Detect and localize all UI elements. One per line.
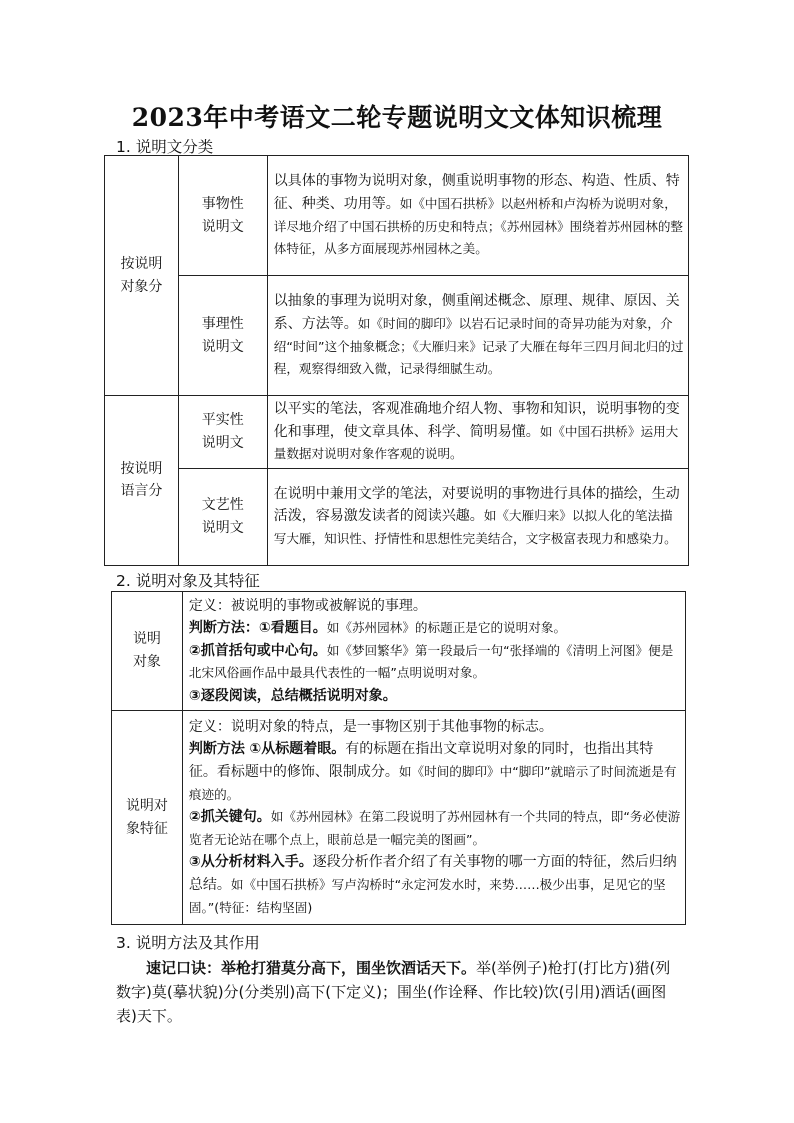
type-cell xyxy=(178,276,267,396)
section-3-heading: 3. 说明方法及其作用 xyxy=(116,934,260,952)
type-line: 说明文 xyxy=(201,519,244,536)
method-2-text: 如《苏州园林》在第二段说明了苏州园林有一个共同的特点，即“务必使游览者无论站在哪个点上，眼前总是一幅完美的图画”。 xyxy=(188,809,681,847)
category-cell xyxy=(105,156,179,396)
type-line: 事理性 xyxy=(201,315,244,332)
label-line: 象特征 xyxy=(125,820,168,837)
method-2-text: 如《梦回繁华》第一段最后一句“张择端的《清明上河图》便是北宋风俗画作品中最具代表性的一幅”点明说明对象。 xyxy=(188,642,674,681)
type-line: 平实性 xyxy=(201,412,244,429)
category-line: 语言分 xyxy=(120,483,163,500)
method-1-title: ①从标题着眼。 xyxy=(249,741,346,758)
description-cell xyxy=(267,156,688,276)
type-line: 说明文 xyxy=(201,338,244,355)
table-row xyxy=(105,276,689,396)
label-cell xyxy=(112,711,183,925)
table-row xyxy=(105,156,689,276)
method-label: 判断方法 xyxy=(188,741,245,758)
description-cell xyxy=(267,468,688,565)
classification-table xyxy=(104,155,689,566)
content-cell xyxy=(182,711,685,925)
method-line xyxy=(189,617,681,640)
method-3-title: ③逐段阅读，总结概括说明对象。 xyxy=(188,687,397,704)
method-3-title: ③从分析材料入手。 xyxy=(188,854,313,871)
description-cell xyxy=(267,396,688,469)
type-cell xyxy=(178,156,267,276)
mnemonic-explanation: 举(举例子)枪打(打比方)猎(列数字)莫(摹状貌)分(分类别)高下(下定义)；围坐(作诠释、作比较)饮(引用)酒话(画图表)天下。 xyxy=(116,959,671,1025)
description-text: 以抽象的事理为说明对象，侧重阐述概念、原理、规律、原因、关系、方法等。 xyxy=(273,293,680,332)
description-text: 在说明中兼用文学的笔法，对要说明的事物进行具体的描绘，生动活泼，容易激发读者的阅读兴趣。 xyxy=(273,485,680,525)
method-1-text: 如《苏州园林》的标题正是它的说明对象。 xyxy=(326,620,567,636)
label-line: 对象 xyxy=(132,654,161,670)
category-line: 按说明 xyxy=(120,255,163,272)
table-row xyxy=(105,396,689,469)
method-1-example: 如《时间的脚印》中“脚印”就暗示了时间流逝是有痕迹的。 xyxy=(188,764,677,802)
definition-line xyxy=(189,595,681,618)
category-cell xyxy=(105,396,179,566)
table-row xyxy=(112,711,686,925)
mnemonic-phrase: 举枪打猎莫分高下，围坐饮酒话天下。 xyxy=(221,959,477,977)
type-line: 事物性 xyxy=(201,195,244,212)
label-line: 说明对 xyxy=(125,797,168,814)
example-text: 如《中国石拱桥》运用大量数据对说明对象作客观的说明。 xyxy=(273,423,679,462)
section-1-heading: 1. 说明文分类 xyxy=(116,138,214,156)
example-text: 如《大雁归来》以拟人化的笔法描写大雁，知识性、抒情性和思想性完美结合，文字极富表现力和感染力。 xyxy=(273,508,677,547)
type-line: 说明文 xyxy=(201,434,244,451)
method-line xyxy=(189,685,681,708)
type-cell xyxy=(178,396,267,469)
definition-text: 说明对象的特点，是一事物区别于其他事物的标志。 xyxy=(230,718,553,735)
label-cell xyxy=(112,592,183,711)
definition-text: 被说明的事物或被解说的事理。 xyxy=(230,597,427,614)
definition-label: 定义： xyxy=(188,718,231,735)
object-feature-table xyxy=(111,591,686,925)
method-line xyxy=(189,640,681,685)
description-cell xyxy=(267,276,688,396)
table-row xyxy=(112,592,686,711)
mnemonic-paragraph xyxy=(116,956,681,1028)
type-line: 文艺性 xyxy=(201,497,244,514)
definition-label: 定义： xyxy=(188,597,231,614)
definition-line xyxy=(189,716,681,739)
content-cell xyxy=(182,592,685,711)
type-line: 说明文 xyxy=(201,218,244,235)
section-2-heading: 2. 说明对象及其特征 xyxy=(116,572,260,590)
method-line xyxy=(189,806,681,851)
method-2-title: ②抓首括句或中心句。 xyxy=(188,642,327,659)
mnemonic-label: 速记口诀： xyxy=(146,959,222,977)
method-1-text: 有的标题在指出文章说明对象的同时，也指出其特征。看标题中的修饰、限制成分。 xyxy=(188,741,654,781)
method-line xyxy=(189,738,681,806)
example-text: 如《时间的脚印》以岩石记录时间的奇异功能为对象，介绍“时间”这个抽象概念；《大雁归来》记录了大雁在每年三四月间北归的过程，观察得细致入微，记录得细腻生动。 xyxy=(273,315,684,377)
method-3-example: 如《中国石拱桥》写卢沟桥时“永定河发水时，来势……极少出事，足见它的坚固。”(特征：结构坚固) xyxy=(188,876,666,915)
type-cell xyxy=(178,468,267,565)
method-3-text: 逐段分析作者介绍了有关事物的哪一方面的特征，然后归纳总结。 xyxy=(188,854,677,893)
method-label: 判断方法： xyxy=(188,620,259,637)
table-row xyxy=(105,468,689,565)
label-line: 说明 xyxy=(132,631,161,648)
method-line xyxy=(189,851,681,919)
page-title: 2023年中考语文二轮专题说明文文体知识梳理 xyxy=(131,103,663,132)
description-text: 以具体的事物为说明对象，侧重说明事物的形态、构造、性质、特征、种类、功用等。 xyxy=(273,173,680,212)
category-line: 对象分 xyxy=(120,278,163,295)
category-line: 按说明 xyxy=(120,460,163,477)
example-text: 如《中国石拱桥》以赵州桥和卢沟桥为说明对象，详尽地介绍了中国石拱桥的历史和特点；《苏州园林》围绕着苏州园林的整体特征，从多方面展现苏州园林之美。 xyxy=(273,195,684,257)
method-1-title: ①看题目。 xyxy=(258,620,327,637)
description-text: 以平实的笔法，客观准确地介绍人物、事物和知识，说明事物的变化和事理，使文章具体、科学、简明易懂。 xyxy=(273,401,680,440)
method-2-title: ②抓关键句。 xyxy=(188,809,271,826)
